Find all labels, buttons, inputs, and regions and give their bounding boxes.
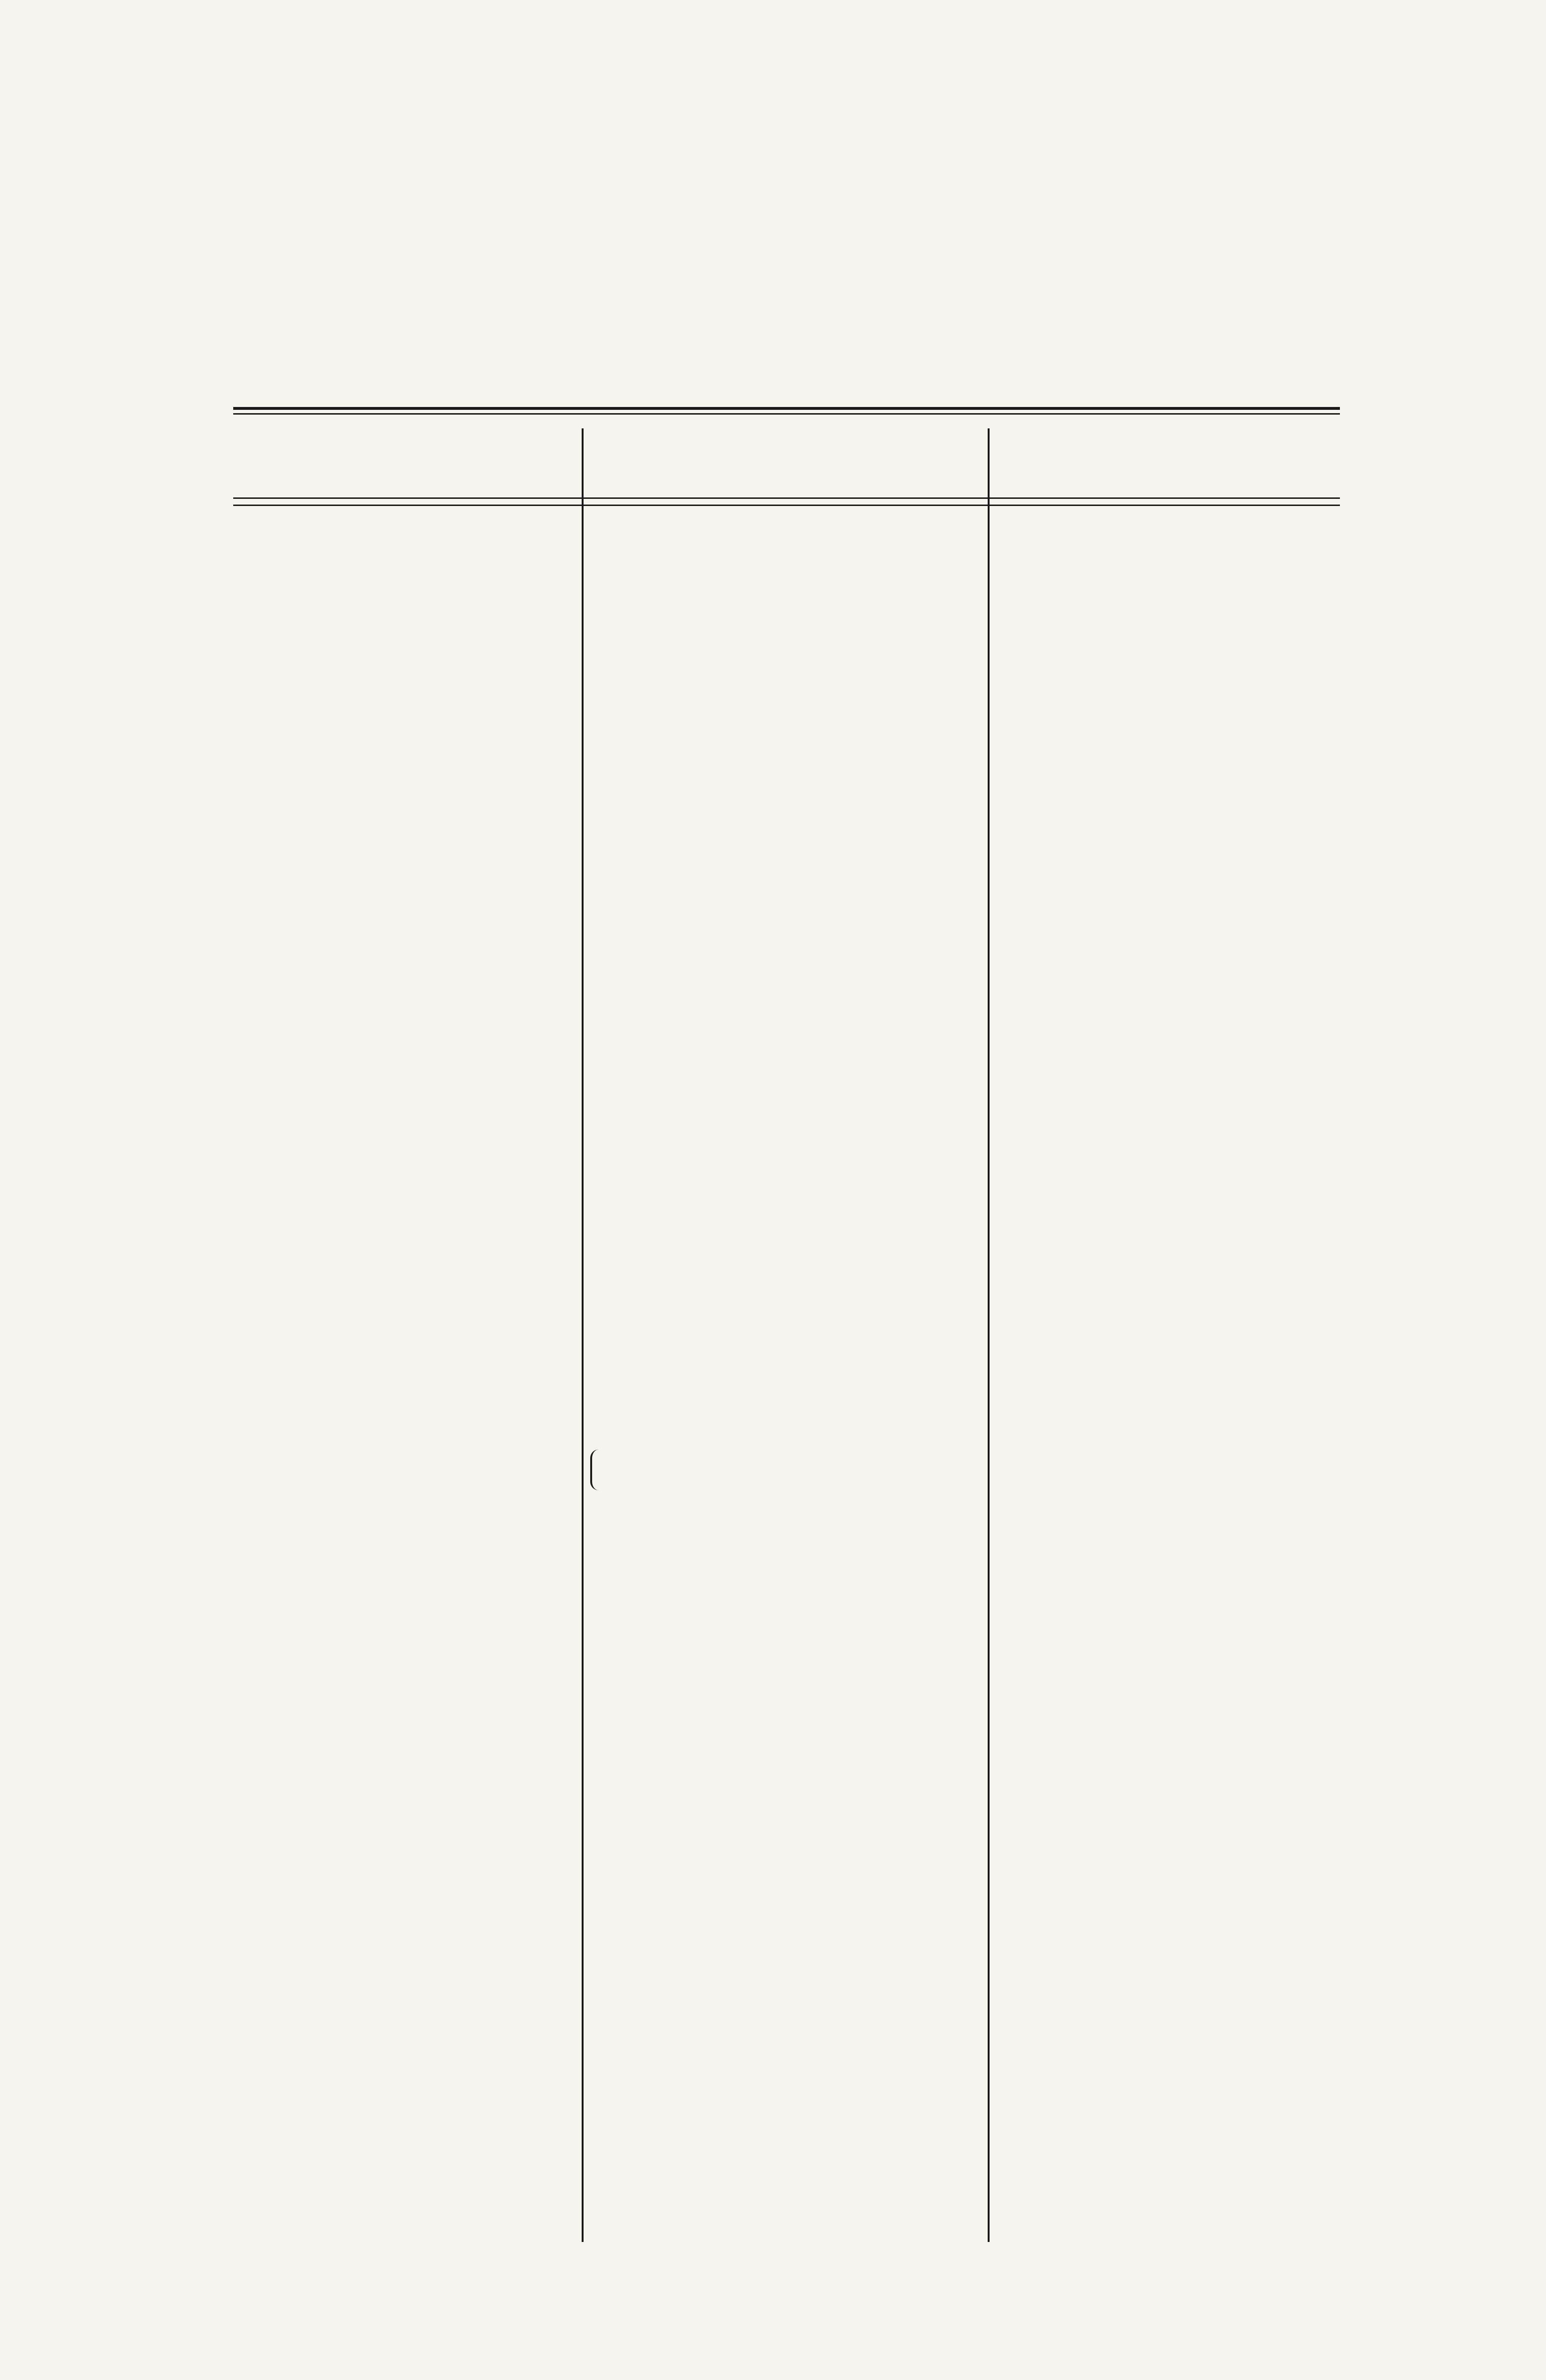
brace-mark	[590, 1449, 599, 1490]
header-bottom-rule	[233, 497, 1340, 499]
table-top-rule	[233, 407, 1340, 410]
header-dash-rule	[233, 505, 1340, 506]
table-top-rule-thin	[233, 413, 1340, 415]
column-divider-right	[988, 428, 990, 2242]
column-divider-left	[582, 428, 584, 2242]
